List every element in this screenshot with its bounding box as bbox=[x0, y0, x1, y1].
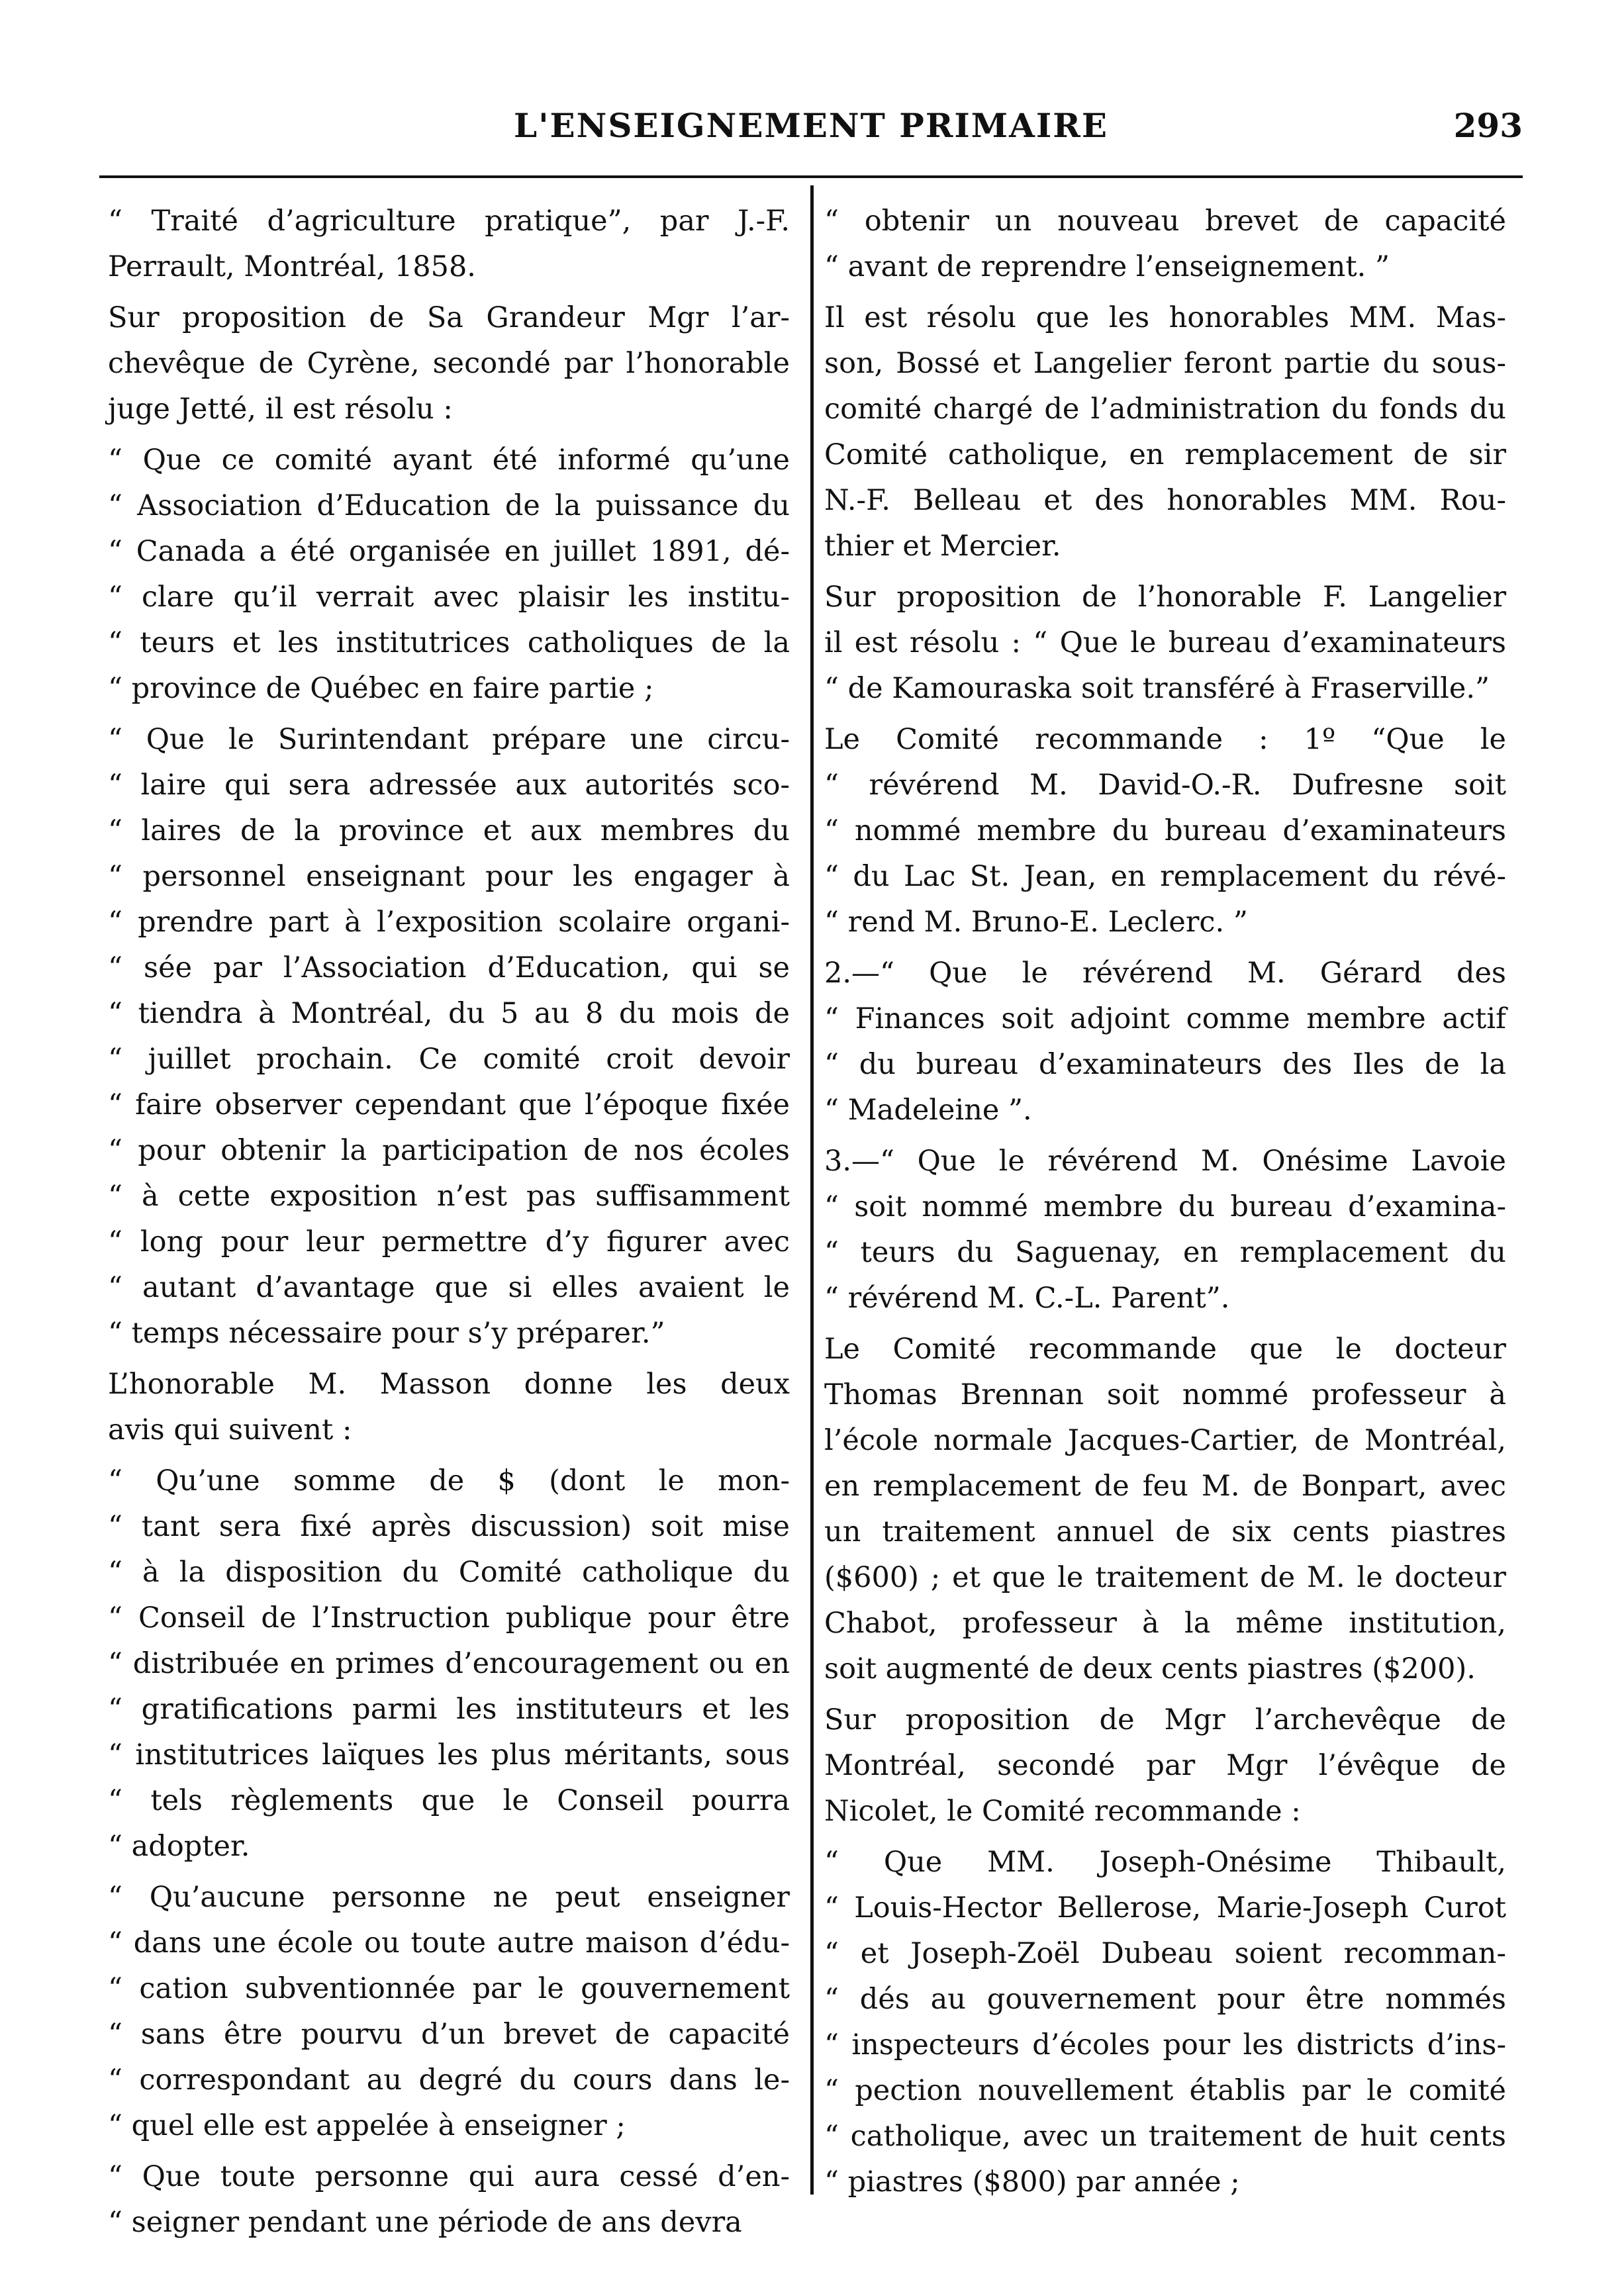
text-line: “ rend M. Bruno-E. Leclerc. ” bbox=[824, 906, 1248, 939]
text-line: “ dans une école ou toute autre maison d’édu- bbox=[108, 1926, 790, 1960]
paragraph bbox=[824, 1840, 1506, 2205]
text-line: “ cation subventionnée par le gouvernement bbox=[108, 1972, 790, 2005]
text-line: “ et Joseph-Zoël Dubeau soient recomman- bbox=[824, 1937, 1506, 1970]
text-line: Montréal, secondé par Mgr l’évêque de bbox=[824, 1749, 1506, 1782]
text-line: son, Bossé et Langelier feront partie du sous- bbox=[824, 347, 1506, 380]
paragraph-gap bbox=[108, 2149, 790, 2154]
text-line: “ teurs et les institutrices catholiques de la bbox=[108, 626, 790, 659]
text-line: “ long pour leur permettre d’y figurer avec bbox=[108, 1225, 790, 1258]
paragraph bbox=[108, 2154, 790, 2246]
text-line: Sur proposition de Mgr l’archevêque de bbox=[824, 1703, 1506, 1736]
text-line: “ inspecteurs d’écoles pour les districts d’ins- bbox=[824, 2028, 1506, 2062]
page-number: 293 bbox=[1453, 106, 1523, 145]
text-line: “ pour obtenir la participation de nos écoles bbox=[108, 1134, 790, 1167]
paragraph-gap bbox=[824, 290, 1506, 295]
paragraph-gap bbox=[824, 712, 1506, 717]
paragraph-gap bbox=[824, 945, 1506, 951]
text-line: “ du bureau d’examinateurs des Iles de la bbox=[824, 1048, 1506, 1081]
text-line: “ Qu’une somme de $ (dont le mon- bbox=[108, 1464, 790, 1497]
text-line: “ obtenir un nouveau brevet de capacité bbox=[824, 205, 1506, 238]
text-line: chevêque de Cyrène, secondé par l’honorable bbox=[108, 347, 790, 380]
text-line: “ avant de reprendre l’enseignement. ” bbox=[824, 250, 1390, 283]
text-line: “ Traité d’agriculture pratique”, par J.-F. bbox=[108, 205, 790, 238]
paragraph-gap bbox=[824, 2205, 1506, 2210]
page-header bbox=[99, 106, 1523, 152]
text-line: “ personnel enseignant pour les engager à bbox=[108, 860, 790, 893]
text-line: “ Madeleine ”. bbox=[824, 1094, 1032, 1127]
text-line: en remplacement de feu M. de Bonpart, avec bbox=[824, 1470, 1506, 1503]
text-line: “ soit nommé membre du bureau d’examina- bbox=[824, 1190, 1506, 1223]
paragraph-gap bbox=[108, 712, 790, 717]
text-line: juge Jetté, il est résolu : bbox=[108, 393, 453, 426]
text-line: “ Conseil de l’Instruction publique pour être bbox=[108, 1601, 790, 1635]
paragraph bbox=[824, 1697, 1506, 1834]
paragraph-gap bbox=[824, 1834, 1506, 1840]
text-line: thier et Mercier. bbox=[824, 530, 1061, 563]
text-line: “ correspondant au degré du cours dans le- bbox=[108, 2064, 790, 2097]
text-line: “ Finances soit adjoint comme membre actif bbox=[824, 1002, 1506, 1035]
text-line: l’école normale Jacques-Cartier, de Montréal, bbox=[824, 1424, 1506, 1457]
text-line: “ piastres ($800) par année ; bbox=[824, 2165, 1240, 2199]
paragraph bbox=[108, 1875, 790, 2149]
text-line: “ sée par l’Association d’Education, qui se bbox=[108, 951, 790, 984]
text-line: “ pection nouvellement établis par le comité bbox=[824, 2074, 1506, 2107]
text-line: il est résolu : “ Que le bureau d’examinateurs bbox=[824, 626, 1506, 659]
paragraph bbox=[824, 295, 1506, 569]
text-line: Sur proposition de Sa Grandeur Mgr l’ar- bbox=[108, 301, 790, 334]
text-line: “ Que ce comité ayant été informé qu’une bbox=[108, 444, 790, 477]
left-column bbox=[108, 199, 790, 2251]
paragraph bbox=[824, 951, 1506, 1133]
paragraph-gap bbox=[824, 1133, 1506, 1139]
text-line: L’honorable M. Masson donne les deux bbox=[108, 1368, 790, 1401]
text-line: Le Comité recommande : 1º “Que le bbox=[824, 723, 1506, 756]
text-line: “ prendre part à l’exposition scolaire organi- bbox=[108, 906, 790, 939]
paragraph bbox=[824, 1139, 1506, 1321]
text-line: “ révérend M. David-O.-R. Dufresne soit bbox=[824, 769, 1506, 802]
text-line: “ distribuée en primes d’encouragement ou en bbox=[108, 1647, 790, 1680]
text-line: “ quel elle est appelée à enseigner ; bbox=[108, 2109, 626, 2142]
text-line: “ Que le Surintendant prépare une circu- bbox=[108, 723, 790, 756]
paragraph-gap bbox=[824, 1321, 1506, 1327]
text-line: “ laire qui sera adressée aux autorités sco- bbox=[108, 769, 790, 802]
text-line: Il est résolu que les honorables MM. Mas- bbox=[824, 301, 1506, 334]
text-line: “ catholique, avec un traitement de huit cents bbox=[824, 2120, 1506, 2153]
text-line: “ à la disposition du Comité catholique du bbox=[108, 1556, 790, 1589]
paragraph-gap bbox=[108, 1870, 790, 1875]
paragraph bbox=[824, 1327, 1506, 1692]
text-line: “ adopter. bbox=[108, 1830, 250, 1863]
column-divider bbox=[810, 185, 814, 2195]
text-line: Comité catholique, en remplacement de sir bbox=[824, 438, 1506, 471]
text-line: “ province de Québec en faire partie ; bbox=[108, 672, 654, 705]
text-line: soit augmenté de deux cents piastres ($200). bbox=[824, 1652, 1476, 1685]
text-line: un traitement annuel de six cents piastres bbox=[824, 1515, 1506, 1548]
paragraph bbox=[108, 717, 790, 1356]
header-rule bbox=[99, 175, 1523, 178]
text-line: “ institutrices laïques les plus méritants, sous bbox=[108, 1738, 790, 1772]
paragraph bbox=[824, 575, 1506, 712]
paragraph-gap bbox=[108, 1356, 790, 1362]
text-line: avis qui suivent : bbox=[108, 1413, 352, 1447]
text-line: “ juillet prochain. Ce comité croit devoir bbox=[108, 1043, 790, 1076]
paragraph bbox=[108, 199, 790, 290]
paragraph bbox=[824, 717, 1506, 945]
text-line: “ dés au gouvernement pour être nommés bbox=[824, 1983, 1506, 2016]
right-column bbox=[824, 199, 1506, 2210]
text-line: “ sans être pourvu d’un brevet de capacité bbox=[108, 2018, 790, 2051]
text-line: Thomas Brennan soit nommé professeur à bbox=[824, 1378, 1506, 1411]
text-line: “ seigner pendant une période de ans devra bbox=[108, 2206, 742, 2239]
paragraph-gap bbox=[824, 1692, 1506, 1697]
text-line: N.-F. Belleau et des honorables MM. Rou- bbox=[824, 484, 1506, 517]
text-line: “ Association d’Education de la puissance du bbox=[108, 489, 790, 522]
text-line: “ gratifications parmi les instituteurs et les bbox=[108, 1693, 790, 1726]
paragraph bbox=[108, 1458, 790, 1870]
paragraph bbox=[108, 295, 790, 432]
text-line: Nicolet, le Comité recommande : bbox=[824, 1795, 1301, 1828]
text-line: Le Comité recommande que le docteur bbox=[824, 1333, 1506, 1366]
text-line: “ Canada a été organisée en juillet 1891, dé- bbox=[108, 535, 790, 568]
text-line: “ du Lac St. Jean, en remplacement du révé- bbox=[824, 860, 1506, 893]
running-title: L'ENSEIGNEMENT PRIMAIRE bbox=[514, 106, 1108, 145]
paragraph bbox=[108, 438, 790, 712]
text-line: “ laires de la province et aux membres du bbox=[108, 814, 790, 847]
text-line: “ révérend M. C.-L. Parent”. bbox=[824, 1282, 1230, 1315]
text-line: ($600) ; et que le traitement de M. le docteur bbox=[824, 1561, 1506, 1594]
text-line: “ temps nécessaire pour s’y préparer.” bbox=[108, 1317, 665, 1350]
text-line: “ faire observer cependant que l’époque fixée bbox=[108, 1088, 790, 1121]
paragraph-gap bbox=[108, 432, 790, 438]
paragraph-gap bbox=[108, 290, 790, 295]
text-line: “ Qu’aucune personne ne peut enseigner bbox=[108, 1881, 790, 1914]
paragraph bbox=[108, 1362, 790, 1453]
text-line: Chabot, professeur à la même institution, bbox=[824, 1607, 1506, 1640]
text-line: Sur proposition de l’honorable F. Langelier bbox=[824, 581, 1506, 614]
text-line: “ tant sera fixé après discussion) soit mise bbox=[108, 1510, 790, 1543]
text-line: “ clare qu’il verrait avec plaisir les institu- bbox=[108, 581, 790, 614]
text-line: comité chargé de l’administration du fonds du bbox=[824, 393, 1506, 426]
text-line: “ teurs du Saguenay, en remplacement du bbox=[824, 1236, 1506, 1269]
text-line: Perrault, Montréal, 1858. bbox=[108, 250, 476, 283]
paragraph-gap bbox=[824, 569, 1506, 575]
text-line: “ Louis-Hector Bellerose, Marie-Joseph Curot bbox=[824, 1891, 1506, 1924]
text-line: 2.—“ Que le révérend M. Gérard des bbox=[824, 957, 1506, 990]
text-line: “ Que MM. Joseph-Onésime Thibault, bbox=[824, 1846, 1506, 1879]
paragraph bbox=[824, 199, 1506, 290]
text-line: 3.—“ Que le révérend M. Onésime Lavoie bbox=[824, 1145, 1506, 1178]
text-line: “ Que toute personne qui aura cessé d’en- bbox=[108, 2160, 790, 2193]
text-line: “ tels règlements que le Conseil pourra bbox=[108, 1784, 790, 1817]
text-line: “ à cette exposition n’est pas suffisamment bbox=[108, 1180, 790, 1213]
paragraph-gap bbox=[108, 1453, 790, 1458]
text-line: “ tiendra à Montréal, du 5 au 8 du mois de bbox=[108, 997, 790, 1030]
text-line: “ de Kamouraska soit transféré à Fraserville.” bbox=[824, 672, 1490, 705]
text-line: “ nommé membre du bureau d’examinateurs bbox=[824, 814, 1506, 847]
paragraph-gap bbox=[108, 2246, 790, 2251]
text-line: “ autant d’avantage que si elles avaient le bbox=[108, 1271, 790, 1304]
